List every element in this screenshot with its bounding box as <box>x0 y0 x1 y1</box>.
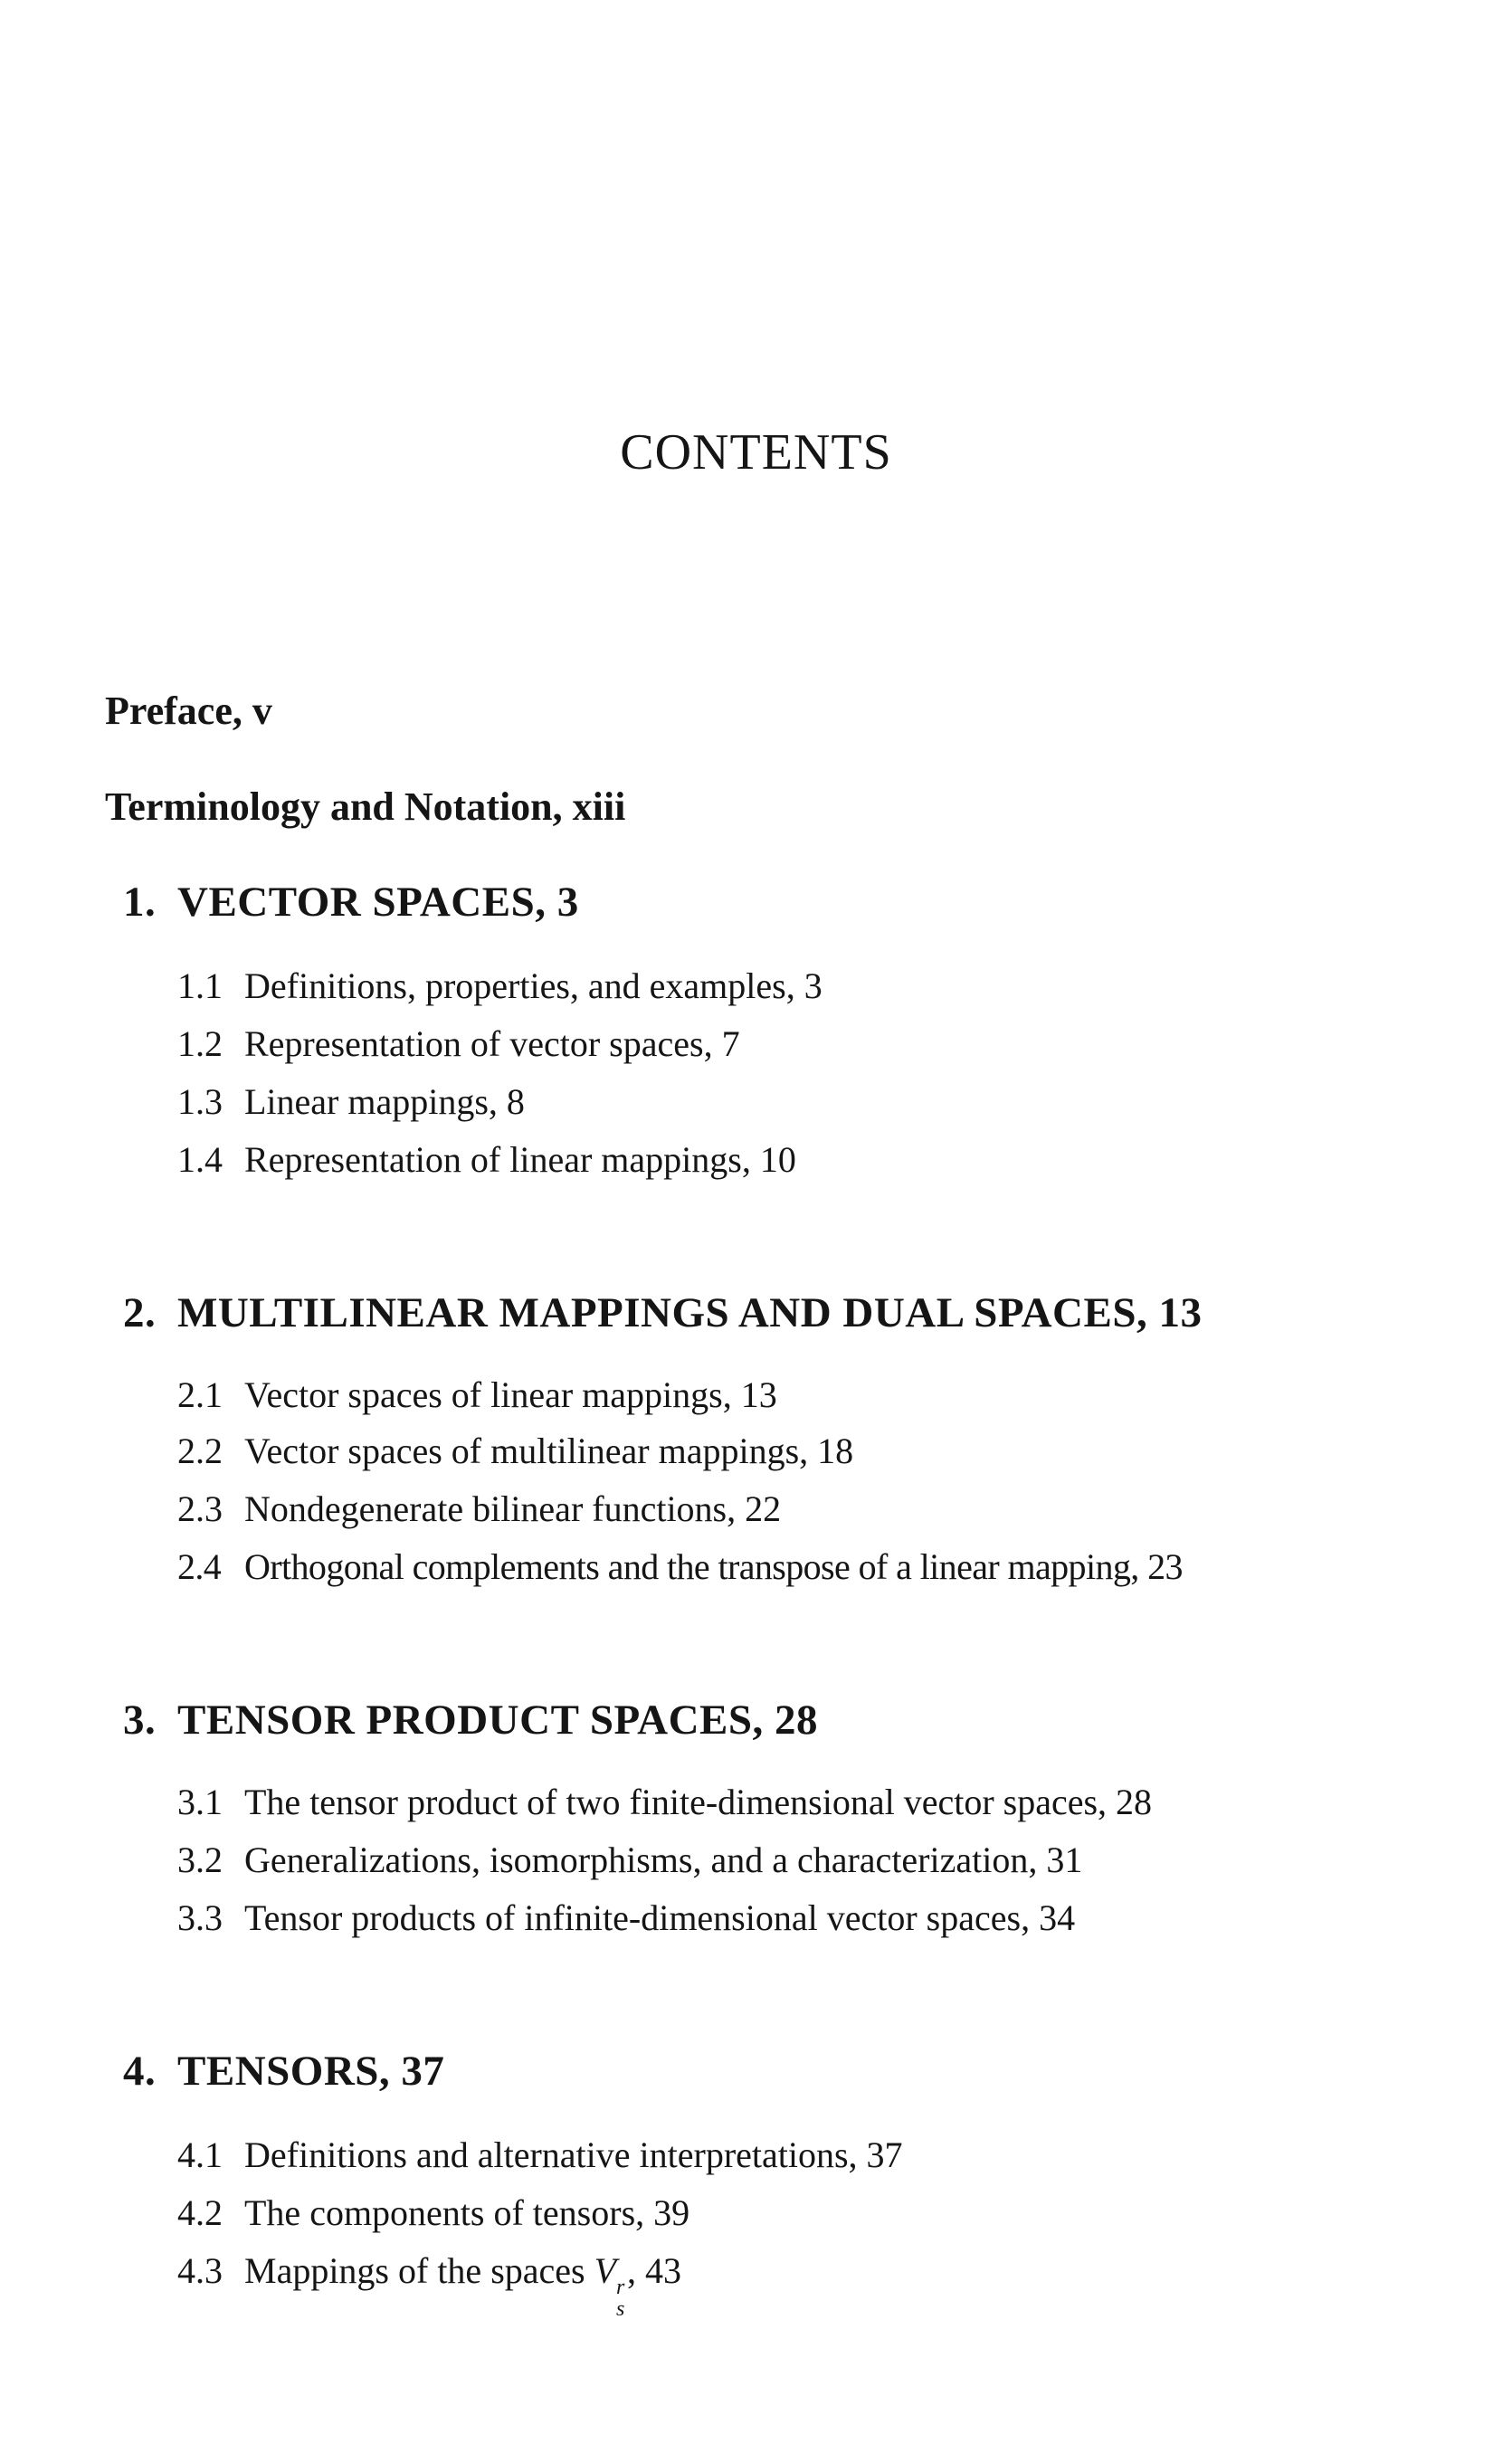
section-title: Representation of vector spaces, 7 <box>244 1023 740 1064</box>
section-number: 2.4 <box>177 1546 222 1587</box>
section-number: 4.3 <box>177 2250 223 2291</box>
toc-entry-preface[interactable]: Preface, v <box>105 689 272 733</box>
section-number: 1.3 <box>177 1081 223 1122</box>
section-number: 4.1 <box>177 2134 223 2175</box>
toc-section-1-4[interactable] <box>177 1138 796 1181</box>
section-title: Linear mappings, 8 <box>244 1081 525 1122</box>
toc-chapter-1[interactable] <box>123 878 579 927</box>
section-number: 3.3 <box>177 1897 223 1938</box>
section-number: 2.2 <box>177 1431 223 1471</box>
toc-section-2-3[interactable] <box>177 1488 781 1530</box>
toc-section-3-3[interactable] <box>177 1896 1075 1939</box>
section-title: Vector spaces of multilinear mappings, 18 <box>244 1431 854 1471</box>
toc-section-4-3[interactable] <box>177 2249 682 2321</box>
section-number: 2.3 <box>177 1488 223 1529</box>
toc-section-3-2[interactable] <box>177 1839 1082 1881</box>
chapter-title: TENSOR PRODUCT SPACES, 28 <box>177 1697 819 1744</box>
chapter-number: 3. <box>123 1697 157 1744</box>
toc-chapter-3[interactable] <box>123 1696 818 1744</box>
chapter-title: VECTOR SPACES, 3 <box>177 879 579 926</box>
toc-section-1-1[interactable] <box>177 965 823 1007</box>
chapter-title: MULTILINEAR MAPPINGS AND DUAL SPACES, 13 <box>177 1289 1203 1336</box>
toc-section-1-2[interactable] <box>177 1022 740 1065</box>
toc-section-1-3[interactable] <box>177 1080 525 1123</box>
math-symbol-v-r-s <box>594 2250 627 2321</box>
section-title: Orthogonal complements and the transpose of a linear mapping, 23 <box>244 1546 1183 1587</box>
section-title: Definitions, properties, and examples, 3 <box>244 965 823 1006</box>
math-subscript-s: s <box>616 2297 625 2321</box>
chapter-title: TENSORS, 37 <box>177 2048 445 2095</box>
section-number: 3.1 <box>177 1782 223 1822</box>
toc-chapter-2[interactable] <box>123 1288 1203 1337</box>
section-title: The components of tensors, 39 <box>244 2192 690 2233</box>
section-number: 1.1 <box>177 965 223 1006</box>
section-number: 4.2 <box>177 2192 223 2233</box>
toc-chapter-4[interactable] <box>123 2047 444 2096</box>
chapter-number: 1. <box>123 879 157 926</box>
math-symbol-v: V <box>594 2250 617 2291</box>
section-title: Generalizations, isomorphisms, and a characterization, 31 <box>244 1839 1083 1880</box>
section-title: Definitions and alternative interpretations, 37 <box>244 2134 903 2175</box>
section-number: 2.1 <box>177 1374 223 1415</box>
section-title: Representation of linear mappings, 10 <box>244 1139 796 1180</box>
section-title-prefix: Mappings of the spaces <box>244 2250 585 2291</box>
section-title: Nondegenerate bilinear functions, 22 <box>244 1488 782 1529</box>
chapter-number: 4. <box>123 2048 157 2095</box>
section-title: The tensor product of two finite-dimensional vector spaces, 28 <box>244 1782 1153 1822</box>
chapter-number: 2. <box>123 1289 157 1336</box>
section-title: Vector spaces of linear mappings, 13 <box>244 1374 777 1415</box>
toc-section-2-1[interactable] <box>177 1374 777 1416</box>
toc-section-2-4[interactable] <box>177 1545 1183 1588</box>
toc-entry-terminology[interactable]: Terminology and Notation, xiii <box>105 784 626 829</box>
math-superscript-r: r <box>616 2276 625 2299</box>
toc-section-4-2[interactable] <box>177 2191 689 2234</box>
toc-section-4-1[interactable] <box>177 2134 903 2176</box>
section-number: 1.4 <box>177 1139 223 1180</box>
section-title: Tensor products of infinite-dimensional vector spaces, 34 <box>244 1897 1076 1938</box>
section-number: 1.2 <box>177 1023 223 1064</box>
section-number: 3.2 <box>177 1839 223 1880</box>
toc-section-2-2[interactable] <box>177 1430 853 1472</box>
toc-section-3-1[interactable] <box>177 1781 1152 1823</box>
page-title: CONTENTS <box>620 424 892 480</box>
section-title-suffix: , 43 <box>627 2250 682 2291</box>
